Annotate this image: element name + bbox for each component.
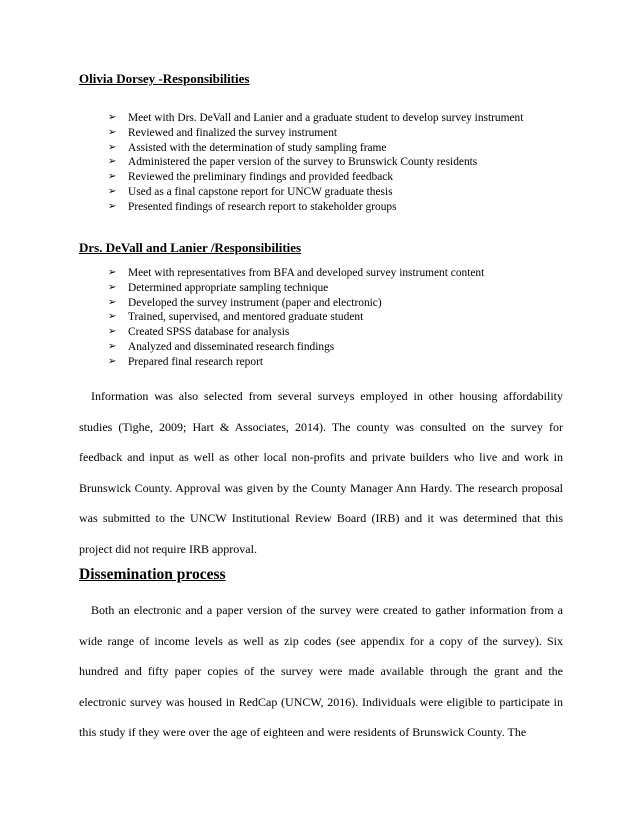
list-item <box>108 170 523 185</box>
arrow-bullet-icon: ➢ <box>108 171 117 183</box>
list-item <box>108 141 523 156</box>
dissemination-process-heading: Dissemination process <box>79 566 226 583</box>
list-item <box>108 281 484 296</box>
survey-sources-paragraph: Information was also selected from several surveys employed in other housing affordability studies (Tighe, 2009; Hart & Associates, 2014). The county was consulted on the survey for feedback and input as well as other local non-profits and private builders who live and work in Brunswick County. Approval was given by the County Manager Ann Hardy. The research proposal was submitted to the UNCW Institutional Review Board (IRB) and it was determined that this project did not require IRB approval. <box>79 389 563 556</box>
list-item-text: Determined appropriate sampling technique <box>128 281 329 294</box>
list-item <box>108 126 523 141</box>
arrow-bullet-icon: ➢ <box>108 112 117 123</box>
list-item <box>108 200 523 215</box>
list-item-text: Used as a final capstone report for UNCW graduate thesis <box>128 185 393 198</box>
list-item-text: Reviewed the preliminary findings and provided feedback <box>128 171 394 184</box>
arrow-bullet-icon: ➢ <box>108 126 117 138</box>
list-item-text: Presented findings of research report to stakeholder groups <box>128 200 397 213</box>
dissemination-paragraph: Both an electronic and a paper version of the survey were created to gather information from a wide range of income levels as well as zip codes (see appendix for a copy of the survey). Six hundred and fifty paper copies of the survey were made available through the grant and the electronic survey was housed in RedCap (UNCW, 2016). Individuals were eligible to participate in this study if they were over the age of eighteen and were residents of Brunswick County. The <box>79 603 563 739</box>
list-item <box>108 296 484 311</box>
list-item-text: Meet with Drs. DeVall and Lanier and a graduate student to develop survey instrument <box>128 112 524 124</box>
list-item <box>108 355 484 370</box>
arrow-bullet-icon: ➢ <box>108 311 117 323</box>
list-item-text: Trained, supervised, and mentored graduate student <box>128 311 364 324</box>
list-item-text: Prepared final research report <box>128 355 264 368</box>
list-item <box>108 155 523 170</box>
arrow-bullet-icon: ➢ <box>108 281 117 293</box>
arrow-bullet-icon: ➢ <box>108 340 117 352</box>
list-item-text: Created SPSS database for analysis <box>128 326 290 339</box>
arrow-bullet-icon: ➢ <box>108 156 117 168</box>
list-item-text: Assisted with the determination of study sampling frame <box>128 141 387 154</box>
arrow-bullet-icon: ➢ <box>108 326 117 338</box>
list-item-text: Reviewed and finalized the survey instrument <box>128 126 338 139</box>
arrow-bullet-icon: ➢ <box>108 141 117 153</box>
devall-lanier-responsibilities-list <box>108 266 484 370</box>
arrow-bullet-icon: ➢ <box>108 296 117 308</box>
list-item <box>108 266 484 281</box>
olivia-dorsey-responsibilities-list <box>108 111 523 215</box>
olivia-dorsey-responsibilities-heading: Olivia Dorsey -Responsibilities <box>79 71 250 86</box>
list-item <box>108 340 484 355</box>
list-item-text: Analyzed and disseminated research findings <box>128 340 335 353</box>
arrow-bullet-icon: ➢ <box>108 200 117 212</box>
arrow-bullet-icon: ➢ <box>108 355 117 367</box>
arrow-bullet-icon: ➢ <box>108 185 117 197</box>
list-item <box>108 185 523 200</box>
devall-lanier-responsibilities-heading: Drs. DeVall and Lanier /Responsibilities <box>79 240 302 255</box>
list-item-text: Developed the survey instrument (paper and electronic) <box>128 296 382 309</box>
list-item-text: Meet with representatives from BFA and developed survey instrument content <box>128 267 485 279</box>
list-item <box>108 310 484 325</box>
arrow-bullet-icon: ➢ <box>108 267 117 278</box>
list-item-text: Administered the paper version of the survey to Brunswick County residents <box>128 156 478 169</box>
list-item <box>108 325 484 340</box>
list-item <box>108 111 523 126</box>
